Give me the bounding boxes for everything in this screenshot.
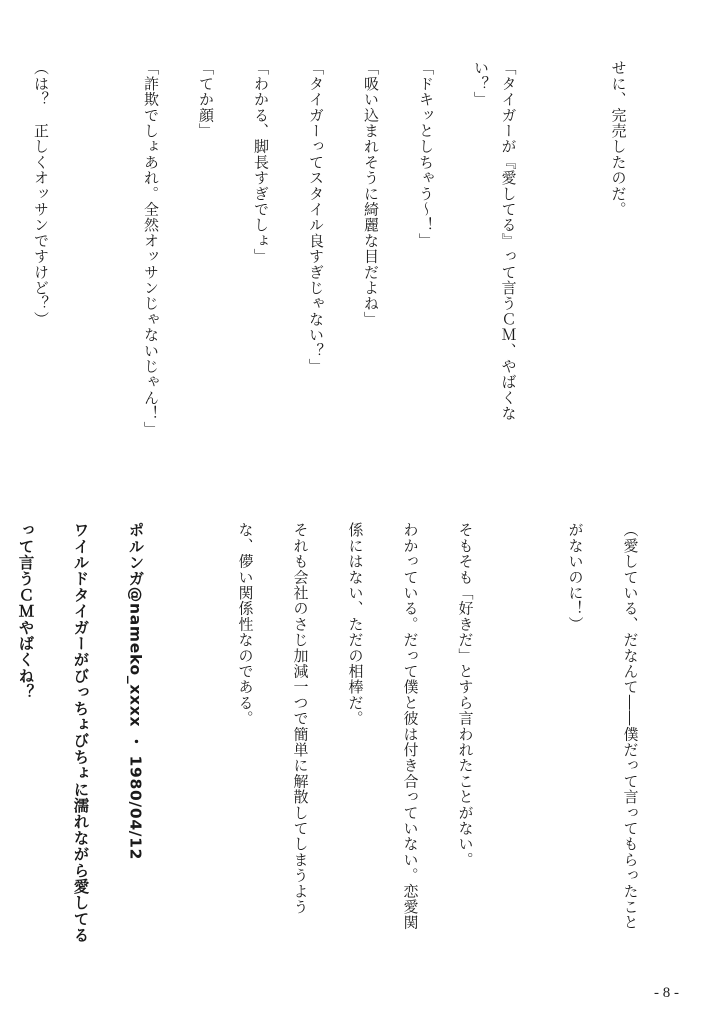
- blank-line: [82, 60, 110, 450]
- text-line: それも会社のさじ加減一つで簡単に解散してしまうよう: [291, 522, 310, 915]
- text-line: 「ドキッとしちゃう～！」: [417, 60, 435, 249]
- text-line: わかっている。だって僕と彼は付き合っていない。恋愛関: [401, 522, 420, 931]
- text-line: 「わかる、脚長すぎでしょ」: [252, 60, 270, 265]
- text-line: （愛している、だなんて――僕だって言ってもらったこと: [621, 522, 640, 931]
- blank-line: [549, 60, 577, 450]
- upper-text-block: [32, 60, 659, 450]
- page-number: - 8 -: [654, 985, 679, 1001]
- text-line: せに、完売したのだ。: [609, 60, 628, 217]
- text-line: 「吸い込まれそうに綺麗な目だよね」: [362, 60, 380, 327]
- text-line: 係にはない、ただの相棒だ。: [346, 522, 365, 727]
- text-line: 「詐欺でしょあれ。全然オッサンじゃないじゃん！」: [142, 60, 160, 437]
- text-line: 「タイガーが『愛してる』って言うＣＭ、やばくない？」: [472, 60, 518, 422]
- social-post-header: ポルンガ@nameko_xxxx ・ 1980/04/12: [126, 522, 145, 861]
- blank-line: [506, 522, 534, 974]
- text-line: な、儚い関係性なのである。: [236, 522, 255, 727]
- text-line: （は？ 正しくオッサンですけど？）: [32, 60, 50, 327]
- blank-line: [176, 522, 204, 974]
- social-post-line: ワイルドタイガーがびっちょびちょに濡れながら愛してる: [71, 522, 90, 944]
- text-line: そもそも「好きだ」とすら言われたことがない。: [456, 522, 475, 868]
- text-line: がないのに！）: [566, 522, 585, 632]
- lower-text-block: [16, 522, 671, 974]
- text-line: 「タイガーってスタイル良すぎじゃない？」: [307, 60, 325, 374]
- text-line: 「てか顔」: [197, 60, 215, 139]
- social-post-line: って言うＣＭやばくね？: [16, 522, 35, 701]
